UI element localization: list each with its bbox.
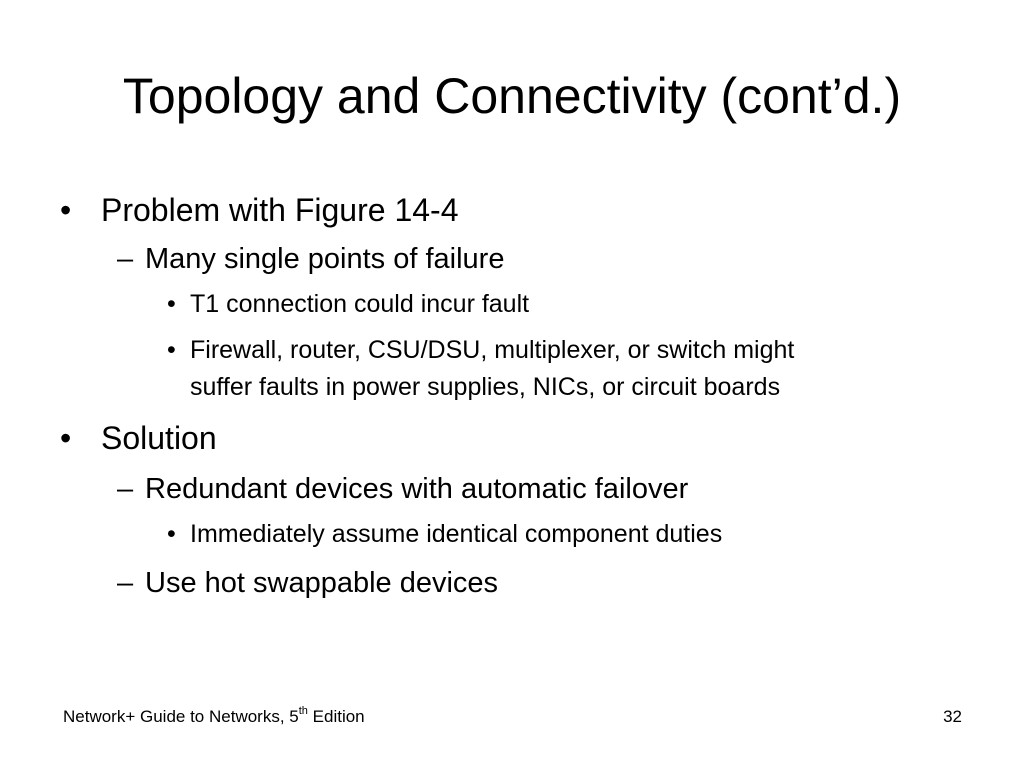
subsubbullet-text: Immediately assume identical component duties — [190, 520, 723, 548]
footer-superscript: th — [298, 705, 308, 718]
footer-title-suffix: Edition — [307, 707, 365, 726]
subbullet-text: Use hot swappable devices — [145, 567, 499, 599]
subsubbullet-text: T1 connection could incur fault — [190, 290, 530, 318]
dash-marker: – — [117, 473, 134, 505]
bullet-text: Problem with Figure 14-4 — [101, 192, 459, 228]
footer-book-title — [63, 706, 365, 728]
subsubbullet-text: Firewall, router, CSU/DSU, multiplexer, or switch might — [190, 336, 795, 364]
dash-marker: – — [117, 243, 134, 275]
bullet-text: Solution — [101, 420, 217, 456]
footer-title-prefix: Network+ Guide to Networks, 5 — [63, 707, 299, 726]
subbullet-text: Redundant devices with automatic failover — [145, 473, 689, 505]
subsubbullet-text-continuation: suffer faults in power supplies, NICs, or circuit boards — [190, 373, 781, 401]
bullet-marker: • — [60, 420, 72, 456]
bullet-marker: • — [167, 520, 176, 548]
page-number: 32 — [943, 707, 962, 726]
subbullet-text: Many single points of failure — [145, 243, 505, 275]
bullet-marker: • — [167, 290, 176, 318]
bullet-marker: • — [167, 336, 176, 364]
dash-marker: – — [117, 567, 134, 599]
bullet-marker: • — [60, 192, 72, 228]
slide-title: Topology and Connectivity (cont’d.) — [122, 68, 902, 124]
